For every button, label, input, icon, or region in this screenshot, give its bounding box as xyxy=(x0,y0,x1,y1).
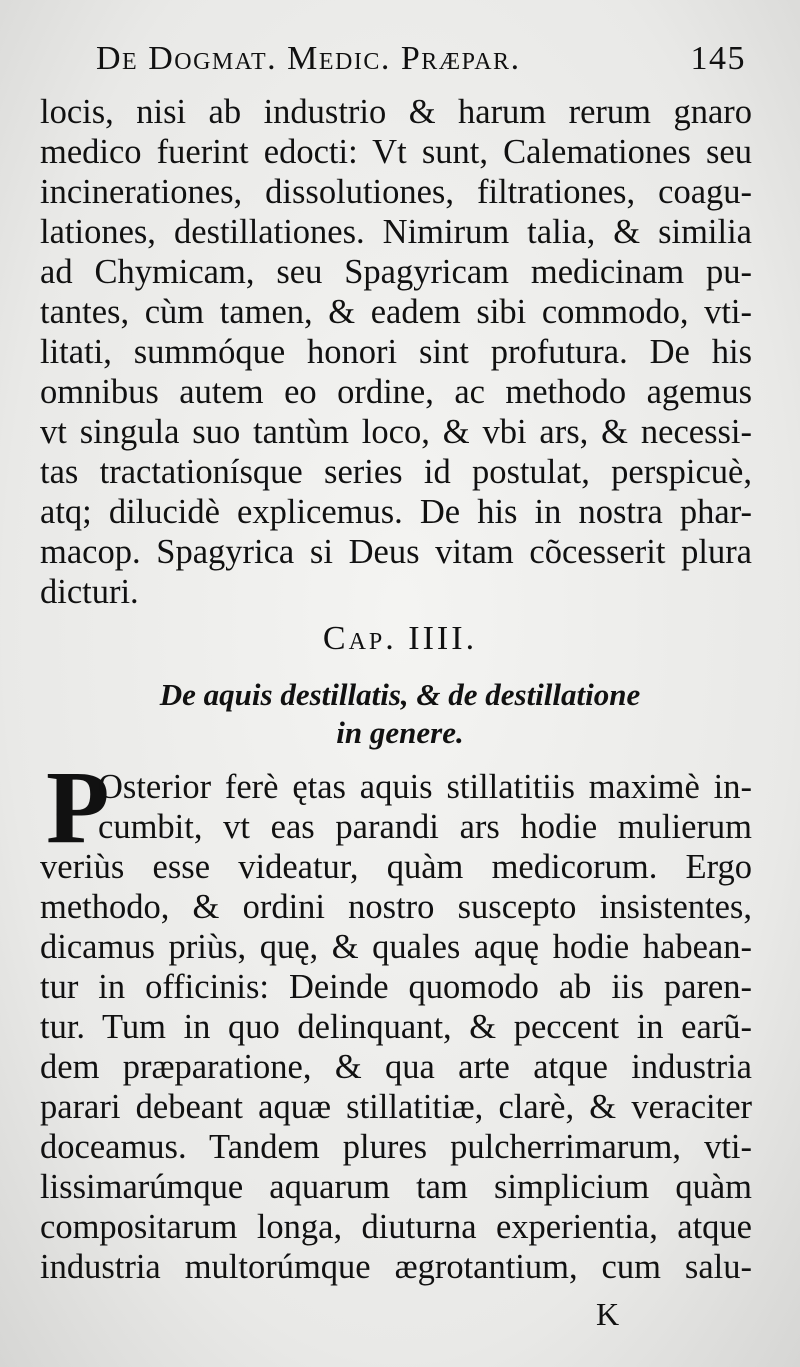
text-line: atq; dilucidè explicemus. De his in nostra phar- xyxy=(40,493,752,531)
drop-cap: P xyxy=(46,750,110,865)
text-line: tur. Tum in quo delinquant, & peccent in earũ- xyxy=(40,1008,752,1046)
text-line: dicamus priùs, quę, & quales aquę hodie habean- xyxy=(40,928,752,966)
paragraph-chapter-start xyxy=(40,750,752,1287)
text-line: compositarum longa, diuturna experientia, atque xyxy=(40,1208,752,1246)
text-line: macop. Spagyrica si Deus vitam cõcesserit plura xyxy=(40,533,752,571)
text-line: Osterior ferè ętas aquis stillatitiis maximè in- xyxy=(98,768,752,806)
text-line: tur in officinis: Deinde quomodo ab iis paren- xyxy=(40,968,752,1006)
text-line: locis, nisi ab industrio & harum rerum gnaro xyxy=(40,93,752,131)
text-line: omnibus autem eo ordine, ac methodo agemus xyxy=(40,373,752,411)
chapter-heading: Cap. IIII. xyxy=(322,620,478,657)
text-line: tantes, cùm tamen, & eadem sibi commodo, vti- xyxy=(40,293,752,331)
text-line: methodo, & ordini nostro suscepto insistentes, xyxy=(40,888,752,926)
text-line: dicturi. xyxy=(40,573,139,611)
text-line: dem præparatione, & qua arte atque industria xyxy=(40,1048,752,1086)
text-line: incinerationes, dissolutiones, filtrationes, coagu- xyxy=(40,173,752,211)
text-line: lationes, destillationes. Nimirum talia, & similia xyxy=(40,213,752,251)
text-line: medico fuerint edocti: Vt sunt, Calemationes seu xyxy=(40,133,752,171)
text-line: doceamus. Tandem plures pulcherrimarum, vti- xyxy=(40,1128,752,1166)
text-line: cumbit, vt eas parandi ars hodie mulierum xyxy=(98,808,752,846)
running-head-title: De Dogmat. Medic. Præpar. xyxy=(96,40,521,77)
page-number: 145 xyxy=(690,40,746,77)
text-line: ad Chymicam, seu Spagyricam medicinam pu- xyxy=(40,253,752,291)
text-line: parari debeant aquæ stillatitiæ, clarè, & veraciter xyxy=(40,1088,752,1126)
subtitle-line: in genere. xyxy=(336,715,464,750)
text-line: tas tractationísque series id postulat, perspicuè, xyxy=(40,453,752,491)
signature-mark: K xyxy=(596,1296,620,1332)
text-line: veriùs esse videatur, quàm medicorum. Ergo xyxy=(40,848,752,886)
paragraph-continued xyxy=(40,92,752,612)
text-line: lissimarúmque aquarum tam simplicium quàm xyxy=(40,1168,752,1206)
running-head xyxy=(96,40,746,78)
text-line: vt singula suo tantùm loco, & vbi ars, & necessi- xyxy=(40,413,752,451)
chapter-subtitle xyxy=(60,676,740,752)
subtitle-line: De aquis destillatis, & de destillatione xyxy=(159,677,641,712)
text-line: industria multorúmque ægrotantium, cum salu- xyxy=(40,1248,752,1286)
text-line: litati, summóque honori sint profutura. De his xyxy=(40,333,752,371)
